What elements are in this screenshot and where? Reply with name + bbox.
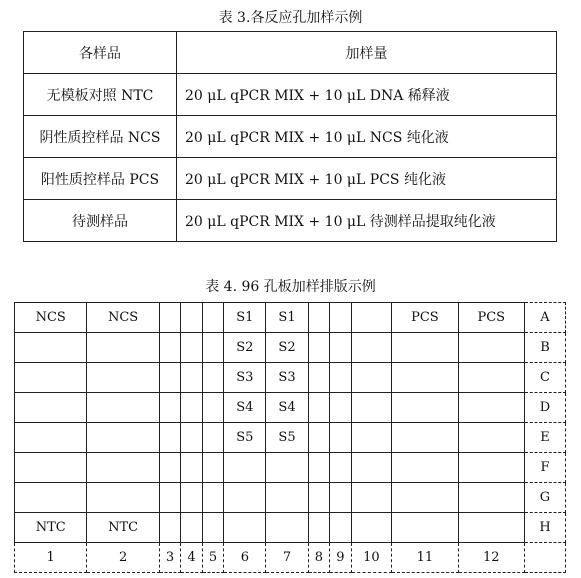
plate-well: S5 xyxy=(266,423,308,453)
plate-well xyxy=(87,423,159,453)
plate-column-label: 1 xyxy=(15,543,87,573)
plate-well xyxy=(308,393,330,423)
plate-row xyxy=(15,453,566,483)
plate-well xyxy=(181,303,203,333)
plate-well xyxy=(392,393,458,423)
plate-well xyxy=(159,393,181,423)
plate-well: S2 xyxy=(224,333,266,363)
plate-well xyxy=(392,363,458,393)
plate-well xyxy=(392,453,458,483)
plate-well xyxy=(202,453,224,483)
table-row xyxy=(24,116,557,158)
plate-column-label: 5 xyxy=(202,543,224,573)
sample-volume: 20 μL qPCR MIX + 10 μL 待测样品提取纯化液 xyxy=(177,200,557,242)
plate-well xyxy=(87,333,159,363)
plate-row xyxy=(15,393,566,423)
plate-well xyxy=(87,483,159,513)
plate-corner xyxy=(525,543,566,573)
plate-column-label: 10 xyxy=(351,543,392,573)
sample-name: 阴性质控样品 NCS xyxy=(24,116,177,158)
plate-column-label: 11 xyxy=(392,543,458,573)
plate-well xyxy=(351,483,392,513)
sample-volume: 20 μL qPCR MIX + 10 μL DNA 稀释液 xyxy=(177,74,557,116)
plate-column-label: 12 xyxy=(458,543,524,573)
plate-well xyxy=(159,333,181,363)
plate-row-label: H xyxy=(525,513,566,543)
plate-well xyxy=(159,513,181,543)
plate-well xyxy=(202,303,224,333)
table-row xyxy=(24,74,557,116)
plate-well xyxy=(181,363,203,393)
plate-row-label: D xyxy=(525,393,566,423)
plate-row xyxy=(15,363,566,393)
plate-column-label: 7 xyxy=(266,543,308,573)
plate-well xyxy=(308,423,330,453)
plate-row-label: C xyxy=(525,363,566,393)
plate-well xyxy=(308,333,330,363)
plate-well xyxy=(159,303,181,333)
plate-well xyxy=(351,513,392,543)
plate-well xyxy=(351,393,392,423)
plate-well xyxy=(181,483,203,513)
plate-well xyxy=(87,363,159,393)
plate-well: S3 xyxy=(224,363,266,393)
plate-column-label: 8 xyxy=(308,543,330,573)
plate-well: PCS xyxy=(392,303,458,333)
plate-well xyxy=(181,453,203,483)
plate-well xyxy=(87,393,159,423)
plate-well xyxy=(330,513,352,543)
plate-row-label: A xyxy=(525,303,566,333)
plate-well xyxy=(87,453,159,483)
plate-well xyxy=(224,513,266,543)
plate-well xyxy=(330,363,352,393)
table-row xyxy=(24,158,557,200)
plate-well xyxy=(351,423,392,453)
plate-well xyxy=(330,423,352,453)
plate-well xyxy=(330,333,352,363)
plate-well xyxy=(224,453,266,483)
plate-well xyxy=(392,513,458,543)
plate-well: S1 xyxy=(266,303,308,333)
plate-well xyxy=(392,483,458,513)
plate-well xyxy=(202,483,224,513)
plate-row xyxy=(15,483,566,513)
plate-well: NCS xyxy=(15,303,87,333)
plate-well xyxy=(202,333,224,363)
plate-well xyxy=(202,363,224,393)
plate-well xyxy=(159,423,181,453)
plate-well xyxy=(392,333,458,363)
plate-well xyxy=(330,453,352,483)
plate-row-label: B xyxy=(525,333,566,363)
plate-well xyxy=(181,393,203,423)
plate-well xyxy=(351,453,392,483)
plate-row xyxy=(15,513,566,543)
plate-well: NTC xyxy=(87,513,159,543)
plate-well xyxy=(181,333,203,363)
plate-well xyxy=(15,453,87,483)
sample-name: 待测样品 xyxy=(24,200,177,242)
sample-volume: 20 μL qPCR MIX + 10 μL PCS 纯化液 xyxy=(177,158,557,200)
plate-well: S2 xyxy=(266,333,308,363)
sample-name: 无模板对照 NTC xyxy=(24,74,177,116)
plate-well xyxy=(458,393,524,423)
plate-well xyxy=(202,423,224,453)
plate-well xyxy=(202,513,224,543)
plate-well xyxy=(330,303,352,333)
plate-well xyxy=(458,513,524,543)
plate-well xyxy=(308,303,330,333)
plate-well xyxy=(159,363,181,393)
plate-well xyxy=(458,423,524,453)
plate-column-label: 3 xyxy=(159,543,181,573)
plate-well xyxy=(159,483,181,513)
plate-well xyxy=(181,423,203,453)
plate-well xyxy=(159,453,181,483)
table3-caption: 表 3.各反应孔加样示例 xyxy=(218,10,363,26)
table-row xyxy=(24,200,557,242)
plate-well xyxy=(458,453,524,483)
plate-well xyxy=(351,303,392,333)
plate-column-labels xyxy=(15,543,566,573)
plate-well xyxy=(308,513,330,543)
plate-column-label: 9 xyxy=(330,543,352,573)
header-volume: 加样量 xyxy=(177,32,557,74)
plate-well xyxy=(15,423,87,453)
plate-well xyxy=(224,483,266,513)
plate-well xyxy=(458,483,524,513)
header-sample: 各样品 xyxy=(24,32,177,74)
plate-well xyxy=(351,333,392,363)
plate-well xyxy=(266,483,308,513)
plate-well: PCS xyxy=(458,303,524,333)
plate-row-label: G xyxy=(525,483,566,513)
plate-well xyxy=(458,333,524,363)
plate-well: S4 xyxy=(266,393,308,423)
plate-well xyxy=(392,423,458,453)
plate-well xyxy=(202,393,224,423)
plate-well: S5 xyxy=(224,423,266,453)
plate-well xyxy=(458,363,524,393)
sample-loading-table xyxy=(23,31,557,242)
sample-volume: 20 μL qPCR MIX + 10 μL NCS 纯化液 xyxy=(177,116,557,158)
plate-well xyxy=(15,333,87,363)
plate-well: NTC xyxy=(15,513,87,543)
plate-row-label: F xyxy=(525,453,566,483)
plate-row xyxy=(15,423,566,453)
plate-well xyxy=(266,453,308,483)
table-header-row xyxy=(24,32,557,74)
plate-well xyxy=(330,393,352,423)
plate-column-label: 6 xyxy=(224,543,266,573)
plate-well xyxy=(308,363,330,393)
plate-well xyxy=(15,363,87,393)
plate-row xyxy=(15,303,566,333)
plate-well: S1 xyxy=(224,303,266,333)
plate-well xyxy=(181,513,203,543)
plate-well xyxy=(266,513,308,543)
plate-well xyxy=(351,363,392,393)
plate-well: S3 xyxy=(266,363,308,393)
plate-row xyxy=(15,333,566,363)
plate-well: NCS xyxy=(87,303,159,333)
plate-column-label: 2 xyxy=(87,543,159,573)
plate-layout-table xyxy=(14,302,566,573)
plate-well xyxy=(15,393,87,423)
table4-caption: 表 4. 96 孔板加样排版示例 xyxy=(205,279,376,295)
plate-row-label: E xyxy=(525,423,566,453)
plate-column-label: 4 xyxy=(181,543,203,573)
plate-well xyxy=(330,483,352,513)
sample-name: 阳性质控样品 PCS xyxy=(24,158,177,200)
plate-well: S4 xyxy=(224,393,266,423)
plate-well xyxy=(15,483,87,513)
plate-well xyxy=(308,453,330,483)
plate-well xyxy=(308,483,330,513)
